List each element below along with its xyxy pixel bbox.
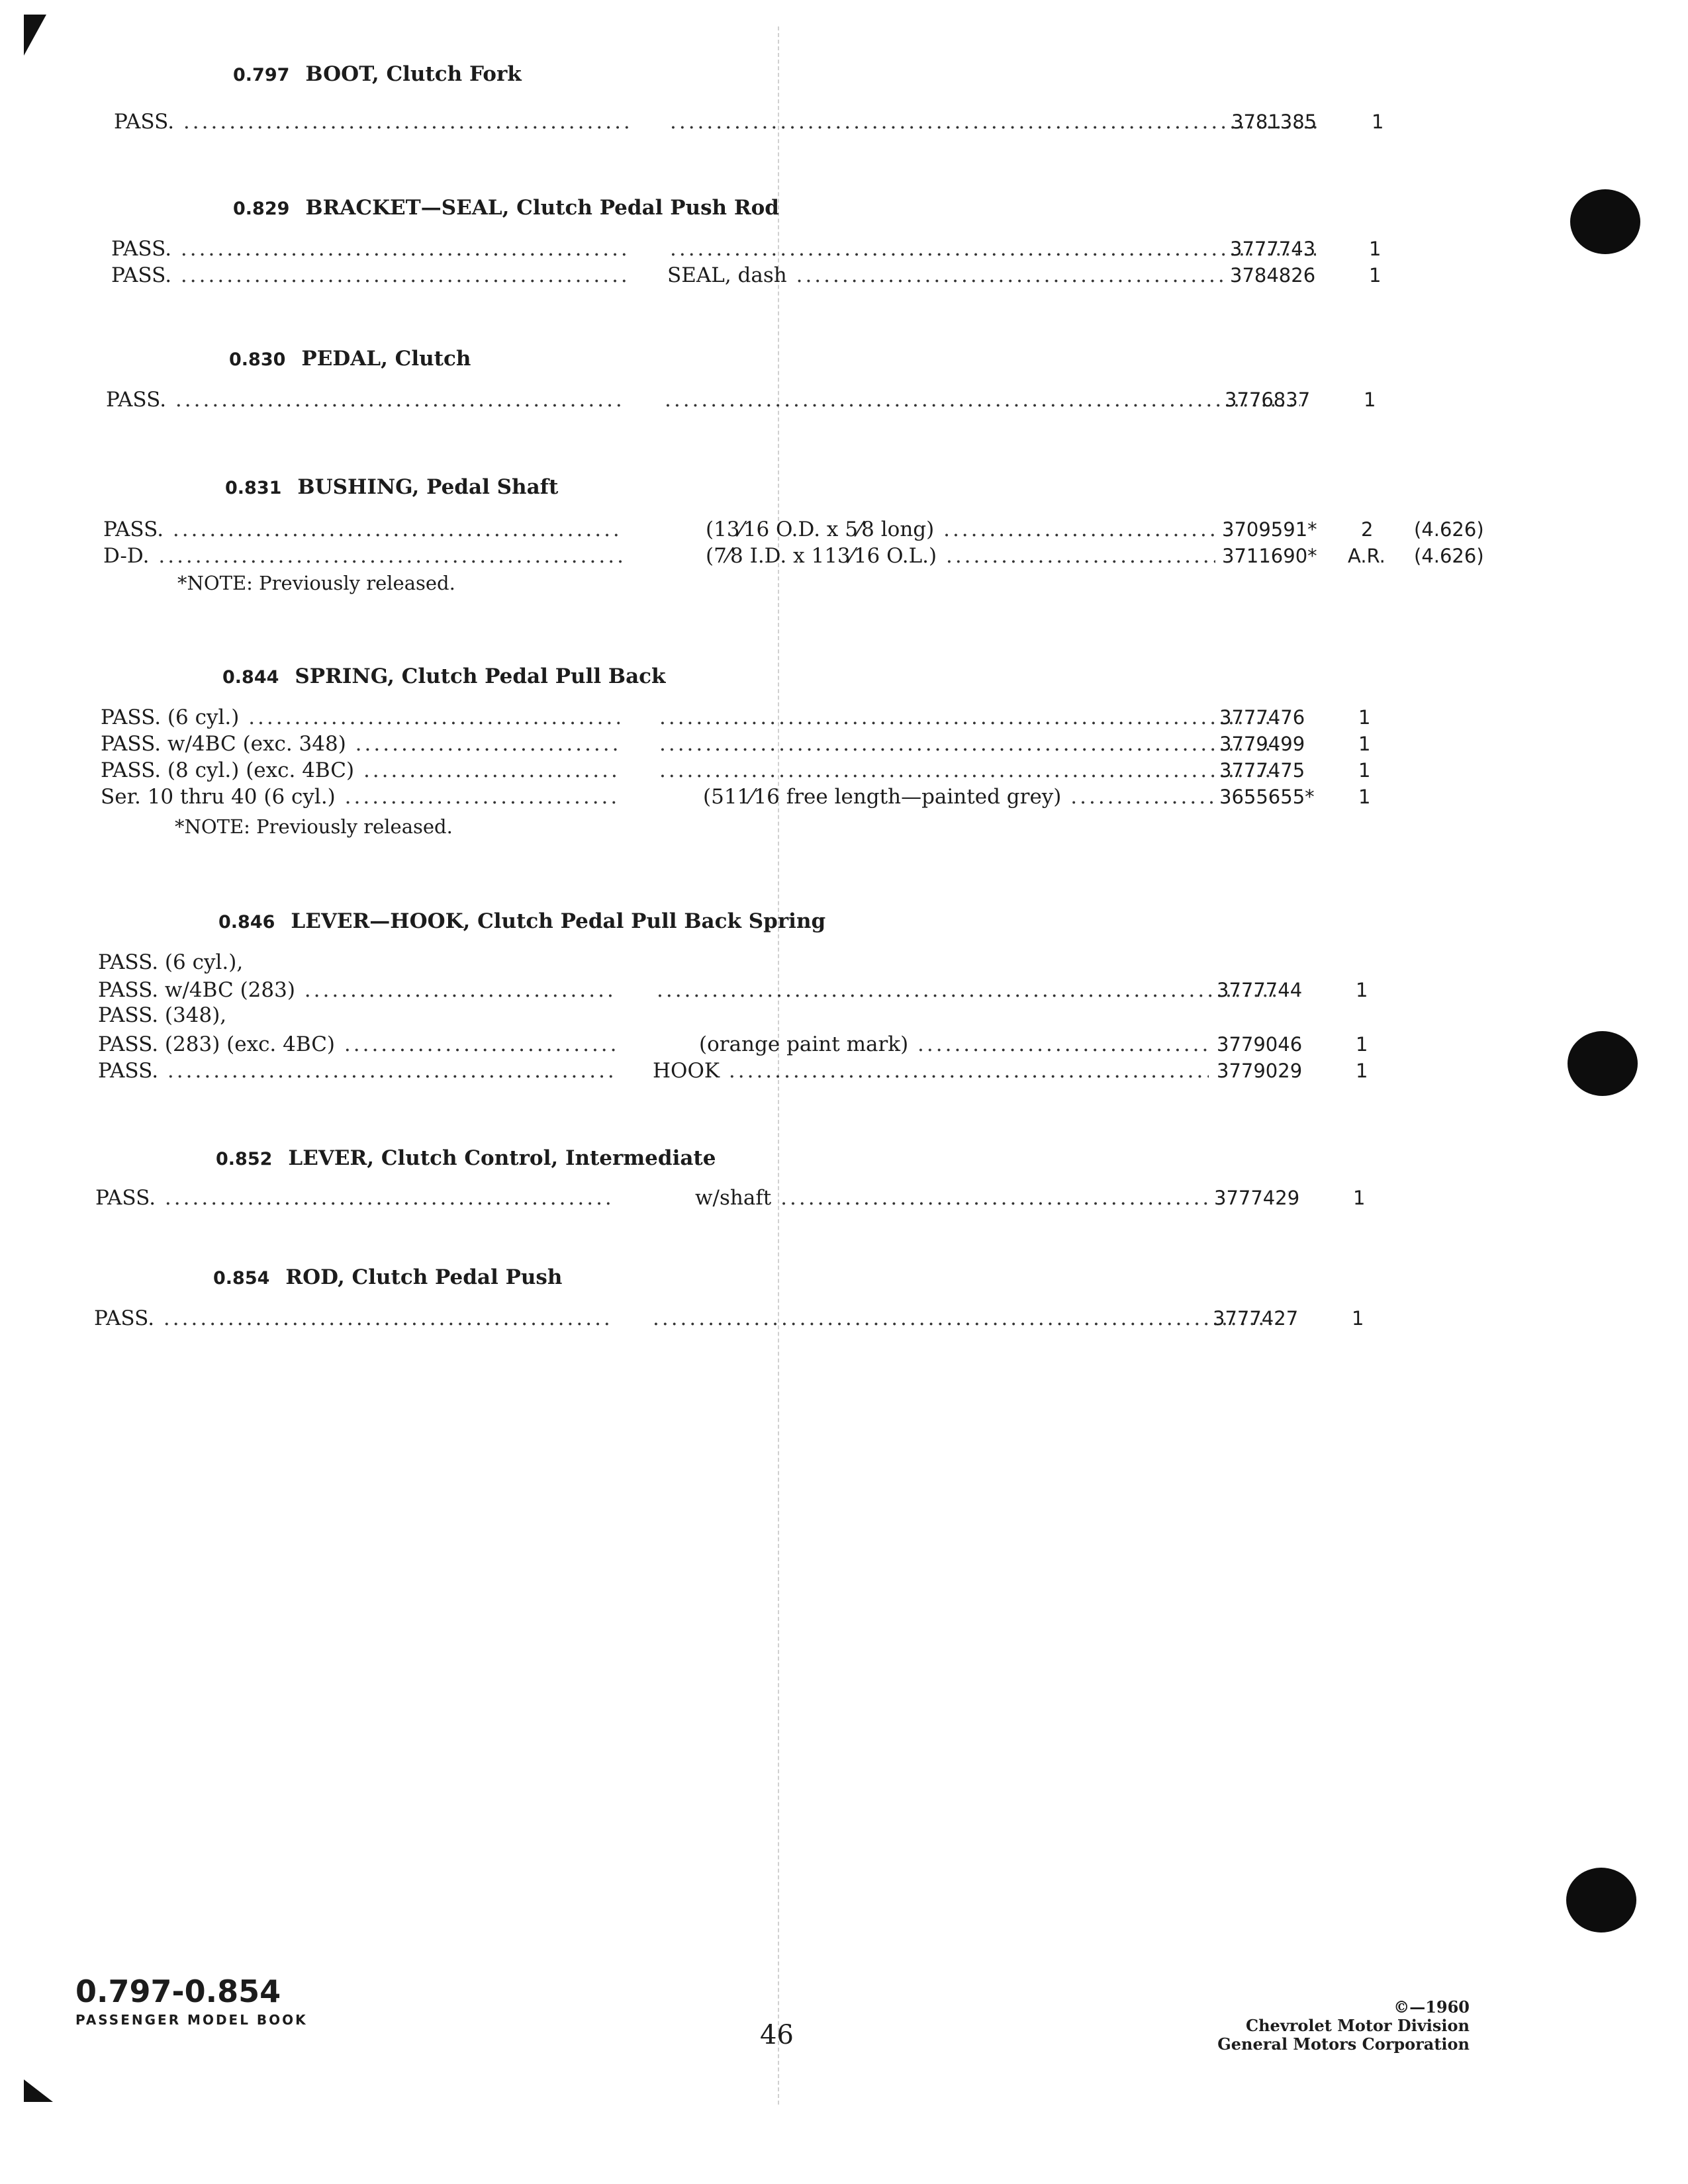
quantity: 1	[1356, 979, 1368, 1001]
part-number: 3784826	[1230, 264, 1316, 287]
reference: (4.626)	[1414, 518, 1484, 541]
section-number: 0.852	[216, 1149, 273, 1169]
punch-hole-bottom	[1566, 1868, 1636, 1933]
model-cell: PASS. .....	[114, 109, 630, 135]
description-cell: HOOK .....	[653, 1058, 1209, 1084]
page-number: 46	[760, 2020, 794, 2050]
quantity: 1	[1356, 1060, 1368, 1082]
model-cell: PASS. (283) (exc. 4BC) .....	[98, 1031, 617, 1058]
quantity: 1	[1364, 388, 1376, 411]
description-cell	[659, 731, 1282, 757]
quantity: 1	[1352, 1307, 1364, 1330]
copyright: ©—1960	[1393, 1997, 1470, 2017]
section-heading	[233, 62, 522, 86]
corporation-name: General Motors Corporation	[1217, 2034, 1470, 2054]
part-number: 3709591*	[1222, 518, 1317, 541]
section-heading	[229, 347, 471, 371]
part-number: 3779046	[1217, 1033, 1303, 1056]
section-title: BRACKET—SEAL, Clutch Pedal Push Rod	[305, 196, 779, 220]
section-number: 0.831	[225, 478, 282, 498]
quantity: 1	[1356, 1033, 1368, 1056]
description-cell: (511⁄16 free length—painted grey) .....	[703, 784, 1213, 810]
model-line: PASS. (348),	[98, 1003, 227, 1027]
model-cell: PASS. .....	[111, 262, 630, 289]
quantity: 1	[1369, 238, 1382, 260]
description-cell	[670, 236, 1316, 262]
quantity: 2	[1361, 518, 1374, 541]
section-title: BUSHING, Pedal Shaft	[297, 475, 559, 499]
section-number: 0.797	[233, 65, 290, 85]
part-number: 3777427	[1213, 1307, 1299, 1330]
section-title: PEDAL, Clutch	[301, 347, 471, 371]
footnote: *NOTE: Previously released.	[177, 572, 455, 594]
division-name: Chevrolet Motor Division	[1246, 2016, 1470, 2035]
model-cell: PASS. .....	[103, 516, 622, 543]
part-number: 3781385	[1231, 111, 1317, 133]
model-cell: PASS. .....	[106, 387, 625, 413]
section-number: 0.829	[233, 199, 290, 219]
model-cell: PASS. .....	[98, 1058, 617, 1084]
quantity: 1	[1353, 1187, 1366, 1209]
model-cell: PASS. .....	[111, 236, 630, 262]
section-heading	[213, 1265, 562, 1289]
description-cell	[659, 757, 1282, 784]
quantity: 1	[1358, 733, 1371, 755]
description-cell: SEAL, dash .....	[667, 262, 1223, 289]
description-cell	[665, 387, 1300, 413]
part-number: 3777429	[1214, 1187, 1300, 1209]
model-cell: Ser. 10 thru 40 (6 cyl.) .....	[101, 784, 620, 810]
section-title: ROD, Clutch Pedal Push	[285, 1265, 563, 1289]
reference: (4.626)	[1414, 545, 1484, 567]
part-number: 3711690*	[1222, 545, 1317, 567]
section-heading	[225, 475, 558, 499]
part-number: 3779499	[1219, 733, 1305, 755]
section-number: 0.830	[229, 349, 286, 370]
part-number: 3655655*	[1219, 786, 1315, 808]
book-title: PASSENGER MODEL BOOK	[75, 2012, 308, 2028]
model-cell: PASS. .....	[94, 1305, 613, 1332]
description-cell	[653, 1305, 1275, 1332]
section-title: LEVER—HOOK, Clutch Pedal Pull Back Spring	[291, 909, 826, 933]
description-cell	[659, 704, 1282, 731]
section-number: 0.844	[222, 667, 279, 688]
quantity: 1	[1358, 706, 1371, 729]
part-number: 3776837	[1225, 388, 1311, 411]
section-title: LEVER, Clutch Control, Intermediate	[288, 1146, 716, 1170]
page-range: 0.797-0.854	[75, 1974, 281, 2009]
footnote: *NOTE: Previously released.	[175, 815, 453, 838]
description-cell: w/shaft .....	[695, 1185, 1207, 1211]
model-cell: PASS. w/4BC (283) .....	[98, 977, 617, 1003]
part-number: 3777743	[1230, 238, 1316, 260]
section-heading	[233, 196, 779, 220]
punch-hole-top	[1570, 189, 1640, 254]
quantity: 1	[1358, 759, 1371, 782]
quantity: 1	[1369, 264, 1382, 287]
model-cell: PASS. (6 cyl.) .....	[101, 704, 620, 731]
model-cell: PASS. .....	[95, 1185, 614, 1211]
description-cell: (orange paint mark) .....	[699, 1031, 1209, 1058]
punch-hole-middle	[1568, 1031, 1638, 1096]
part-number: 3777475	[1219, 759, 1305, 782]
section-title: BOOT, Clutch Fork	[305, 62, 522, 86]
model-cell: D-D. .....	[103, 543, 622, 569]
description-cell: (13⁄16 O.D. x 5⁄8 long) .....	[706, 516, 1215, 543]
quantity: 1	[1372, 111, 1384, 133]
section-title: SPRING, Clutch Pedal Pull Back	[295, 664, 666, 688]
quantity: A.R.	[1348, 545, 1385, 567]
corner-mark-top	[24, 15, 46, 56]
section-heading	[216, 1146, 716, 1170]
model-line: PASS. (6 cyl.),	[98, 950, 244, 974]
part-number: 3777744	[1217, 979, 1303, 1001]
section-heading	[218, 909, 825, 933]
section-number: 0.854	[213, 1268, 270, 1289]
model-cell: PASS. (8 cyl.) (exc. 4BC) .....	[101, 757, 620, 784]
quantity: 1	[1358, 786, 1371, 808]
model-cell: PASS. w/4BC (exc. 348) .....	[101, 731, 620, 757]
section-heading	[222, 664, 666, 688]
description-cell: (7⁄8 I.D. x 113⁄16 O.L.) .....	[706, 543, 1215, 569]
part-number: 3777476	[1219, 706, 1305, 729]
description-cell	[657, 977, 1279, 1003]
part-number: 3779029	[1217, 1060, 1303, 1082]
description-cell	[670, 109, 1319, 135]
corner-mark-bottom	[24, 2079, 53, 2102]
section-number: 0.846	[218, 912, 275, 933]
